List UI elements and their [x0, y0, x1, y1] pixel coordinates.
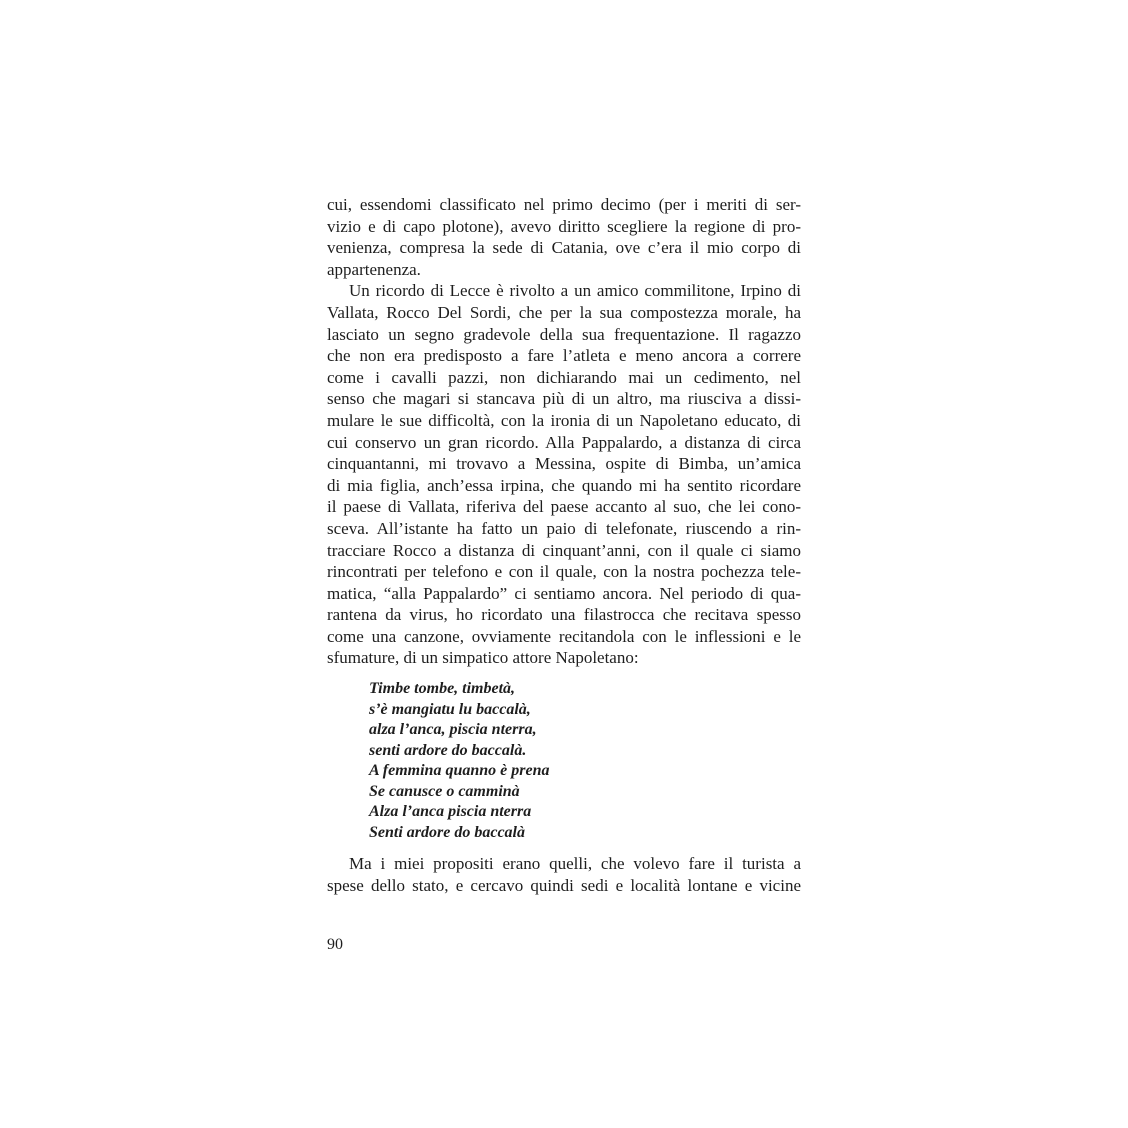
text-line: cui conservo un gran ricordo. Alla Pappalardo, a distanza di circa	[327, 432, 801, 452]
text-line: appartenenza.	[327, 259, 421, 279]
text-line: Un ricordo di Lecce è rivolto a un amico commilitone, Irpino di	[349, 281, 801, 301]
text-line: come una canzone, ovviamente recitandola con le inflessioni e le	[327, 626, 801, 646]
text-line: venienza, compresa la sede di Catania, ove c’era il mio corpo di	[327, 238, 801, 258]
text-line: tracciare Rocco a distanza di cinquant’anni, con il quale ci siamo	[327, 540, 801, 560]
text-line: sceva. All’istante ha fatto un paio di telefonate, riuscendo a rin-	[327, 518, 801, 538]
text-line: il paese di Vallata, riferiva del paese accanto al suo, che lei cono-	[327, 497, 801, 517]
poem-line: senti ardore do baccalà.	[369, 741, 527, 759]
text-line: mulare le sue difficoltà, con la ironia di un Napoletano educato, di	[327, 410, 801, 430]
poem-line: alza l’anca, piscia nterra,	[369, 721, 537, 739]
text-line: sfumature, di un simpatico attore Napoletano:	[327, 648, 639, 668]
text-line: cui, essendomi classificato nel primo decimo (per i meriti di ser-	[327, 195, 801, 214]
paragraph-continuation	[327, 194, 801, 280]
poem-line: A femmina quanno è prena	[369, 762, 550, 780]
text-line: senso che magari si stancava più di un altro, ma riusciva a dissi-	[327, 389, 801, 409]
paragraph-lecce-memory	[327, 280, 801, 669]
poem-filastrocca	[327, 679, 801, 843]
text-line: Vallata, Rocco Del Sordi, che per la sua compostezza morale, ha	[327, 302, 801, 322]
text-line: cinquantanni, mi trovavo a Messina, ospite di Bimba, un’amica	[327, 454, 801, 474]
text-line: rantena da virus, ho ricordato una filastrocca che recitava spesso	[327, 605, 801, 625]
text-line: vizio e di capo plotone), avevo diritto scegliere la regione di pro-	[327, 216, 801, 236]
text-line: Ma i miei propositi erano quelli, che volevo fare il turista a	[349, 854, 801, 874]
text-line: rincontrati per telefono e con il quale, con la nostra pochezza tele-	[327, 562, 801, 582]
poem-line: s’è mangiatu lu baccalà,	[369, 700, 531, 718]
paragraph-tourist	[327, 853, 801, 896]
text-line: come i cavalli pazzi, non dichiarando mai un cedimento, nel	[327, 367, 801, 387]
page-number: 90	[327, 936, 343, 953]
poem-line: Senti ardore do baccalà	[369, 823, 525, 841]
poem-line: Timbe tombe, timbetà,	[369, 680, 516, 698]
text-line: di mia figlia, anch’essa irpina, che quando mi ha sentito ricordare	[327, 475, 801, 495]
page-body	[327, 194, 801, 896]
poem-line: Se canusce o camminà	[369, 782, 520, 800]
text-line: matica, “alla Pappalardo” ci sentiamo ancora. Nel periodo di qua-	[327, 583, 801, 603]
text-line: lasciato un segno gradevole della sua frequentazione. Il ragazzo	[327, 324, 801, 344]
poem-line: Alza l’anca piscia nterra	[369, 803, 532, 821]
text-line: spese dello stato, e cercavo quindi sedi e località lontane e vicine	[327, 875, 801, 895]
text-line: che non era predisposto a fare l’atleta e meno ancora a correre	[327, 346, 801, 366]
